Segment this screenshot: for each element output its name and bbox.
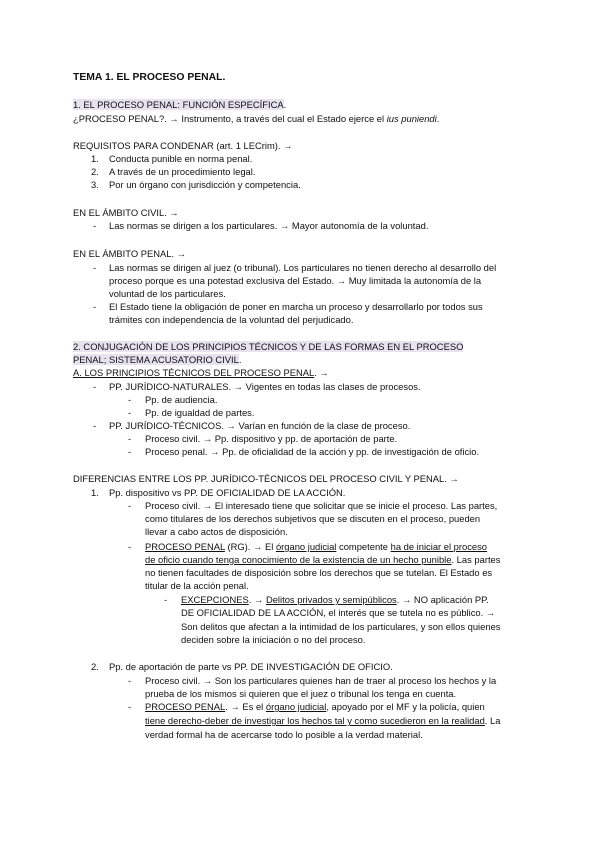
list-item: PROCESO PENAL. → Es el órgano judicial, apoyado por el MF y la policía, quien bbox=[145, 701, 485, 712]
list-item-cont: trámites con independencia de la voluntad del perjudicado. bbox=[109, 314, 354, 325]
list-item: Pp. de audiencia. bbox=[145, 394, 218, 405]
list-number: 2. bbox=[91, 166, 99, 177]
list-item: EXCEPCIONES. → Delitos privados y semipúblicos. → NO aplicación PP. bbox=[181, 594, 489, 605]
list-item: Proceso penal. → Pp. de oficialidad de la acción y pp. de investigación de oficio. bbox=[145, 446, 480, 457]
ambito-penal-heading: EN EL ÁMBITO PENAL. → bbox=[73, 248, 187, 259]
list-item: PROCESO PENAL (RG). → El órgano judicial competente ha de iniciar el proceso bbox=[145, 541, 488, 552]
dash-bullet: - bbox=[128, 446, 132, 457]
list-item-cont: deciden sobre la iniciación o no del proceso. bbox=[181, 634, 366, 645]
list-item: Pp. de igualdad de partes. bbox=[145, 407, 255, 418]
list-number: 1. bbox=[91, 153, 99, 164]
dash-bullet: - bbox=[93, 301, 97, 312]
list-item-cont: de oficio cuando tenga conocimiento de la existencia de un hecho punible. Las partes bbox=[145, 554, 501, 565]
list-item-cont: llevar a cabo actos de disposición. bbox=[145, 526, 288, 537]
dash-bullet: - bbox=[164, 594, 168, 605]
section-2-heading-cont: PENAL; SISTEMA ACUSATORIO CIVIL. bbox=[73, 354, 242, 365]
list-item: PP. JURÍDICO-NATURALES. → Vigentes en todas las clases de procesos. bbox=[109, 381, 421, 392]
list-item: Las normas se dirigen a los particulares. → Mayor autonomía de la voluntad. bbox=[109, 220, 429, 231]
list-item: Conducta punible en norma penal. bbox=[109, 153, 253, 164]
list-item-cont: titular de la acción penal. bbox=[145, 580, 249, 591]
list-number: 2. bbox=[91, 661, 99, 672]
dash-bullet: - bbox=[93, 420, 97, 431]
list-item: A través de un procedimiento legal. bbox=[109, 166, 256, 177]
list-item: Por un órgano con jurisdicción y competencia. bbox=[109, 179, 301, 190]
list-item: Pp. dispositivo vs PP. DE OFICIALIDAD DE LA ACCIÓN. bbox=[109, 487, 346, 498]
list-item: Proceso civil. → El interesado tiene que solicitar que se inicie el proceso. Las partes, bbox=[145, 500, 498, 511]
dash-bullet: - bbox=[128, 407, 132, 418]
list-item-cont: verdad formal ha de acercarse todo lo posible a la verdad material. bbox=[145, 729, 423, 740]
section-1-heading: 1. EL PROCESO PENAL: FUNCIÓN ESPECÍFICA. bbox=[73, 99, 287, 110]
list-item-cont: voluntad de los particulares. bbox=[109, 288, 226, 299]
list-item-cont: DE OFICIALIDAD DE LA ACCIÓN, el interés que se tutela no es público. → bbox=[181, 607, 496, 618]
list-number: 1. bbox=[91, 487, 99, 498]
list-item-cont: tiene derecho-deber de investigar los hechos tal y como sucedieron en la realidad. La bbox=[145, 715, 501, 726]
list-item-cont: Son delitos que afectan a la intimidad de los particulares, y son ellos quienes bbox=[181, 621, 501, 632]
diferencias-heading: DIFERENCIAS ENTRE LOS PP. JURÍDICO-TÉCNICOS DEL PROCESO CIVIL Y PENAL. → bbox=[73, 473, 459, 484]
dash-bullet: - bbox=[128, 500, 132, 511]
section-2-heading: 2. CONJUGACIÓN DE LOS PRINCIPIOS TÉCNICOS Y DE LAS FORMAS EN EL PROCESO bbox=[73, 341, 464, 352]
dash-bullet: - bbox=[128, 701, 132, 712]
dash-bullet: - bbox=[93, 262, 97, 273]
page-title: TEMA 1. EL PROCESO PENAL. bbox=[73, 72, 226, 83]
list-item: Las normas se dirigen al juez (o tribunal). Los particulares no tienen derecho al desarrollo del bbox=[109, 262, 497, 273]
requisitos-heading: REQUISITOS PARA CONDENAR (art. 1 LECrim). → bbox=[73, 140, 293, 151]
list-item: PP. JURÍDICO-TÉCNICOS. → Varían en función de la clase de proceso. bbox=[109, 420, 411, 431]
dash-bullet: - bbox=[128, 394, 132, 405]
dash-bullet: - bbox=[128, 433, 132, 444]
list-item: Pp. de aportación de parte vs PP. DE INVESTIGACIÓN DE OFICIO. bbox=[109, 661, 393, 672]
list-item: Proceso civil. → Son los particulares quienes han de traer al proceso los hechos y la bbox=[145, 675, 497, 686]
dash-bullet: - bbox=[128, 541, 132, 552]
ambito-civil-heading: EN EL ÁMBITO CIVIL. → bbox=[73, 207, 179, 218]
dash-bullet: - bbox=[93, 381, 97, 392]
dash-bullet: - bbox=[128, 675, 132, 686]
subsection-a-heading: A. LOS PRINCIPIOS TÉCNICOS DEL PROCESO PENAL. → bbox=[73, 367, 329, 378]
list-item-cont: no tienen facultades de disposición sobre los derechos que se tutelan. El Estado es bbox=[145, 567, 493, 578]
proceso-penal-definition: ¿PROCESO PENAL?. → Instrumento, a través del cual el Estado ejerce el ius puniendi. bbox=[73, 113, 440, 124]
list-item: Proceso civil. → Pp. dispositivo y pp. de aportación de parte. bbox=[145, 433, 398, 444]
dash-bullet: - bbox=[93, 220, 97, 231]
list-item-cont: prueba de los mismos si quieren que el juez o tribunal los tenga en cuenta. bbox=[145, 688, 457, 699]
list-number: 3. bbox=[91, 179, 99, 190]
list-item-cont: proceso porque es una potestad exclusiva del Estado. → Muy limitada la autonomía de la bbox=[109, 275, 482, 286]
list-item: El Estado tiene la obligación de poner en marcha un proceso y desarrollarlo por todos sus bbox=[109, 301, 483, 312]
list-item-cont: como titulares de los derechos subjetivos que se discuten en el proceso, pueden bbox=[145, 513, 481, 524]
